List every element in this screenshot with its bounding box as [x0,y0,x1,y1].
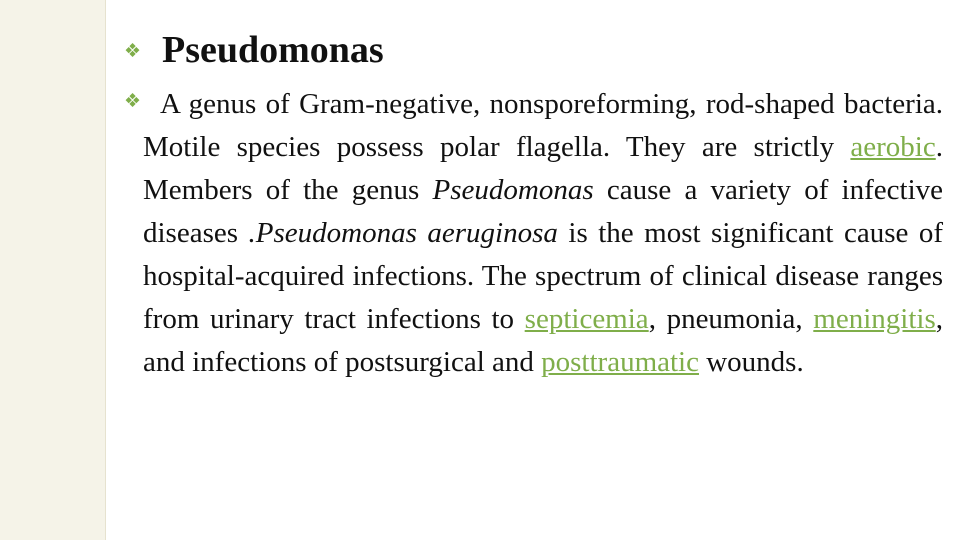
body-text-4: is the most significant cause of hospital-acquired infections. The spectrum of clinical disease ranges from urinary tract infections to [143,217,943,335]
body-text-2: . Members of the genus [143,131,943,206]
body-text-5: , pneumonia, [648,303,814,335]
body-text-6: , and infections of postsurgical and [143,303,943,378]
side-band [0,0,106,540]
species-name: .Pseudomonas aeruginosa [248,217,558,249]
body-text-7: wounds. [698,346,804,378]
link-meningitis[interactable]: meningitis [813,303,936,335]
slide-title: Pseudomonas [162,29,384,71]
link-septicemia[interactable]: septicemia [524,303,649,335]
link-posttraumatic[interactable]: posttraumatic [541,346,699,378]
body-bullet-icon: ❖ [124,91,142,112]
genus-name: Pseudomonas [432,174,594,206]
link-aerobic[interactable]: aerobic [850,131,936,163]
title-bullet-icon: ❖ [124,41,142,62]
body-paragraph [143,83,943,384]
body-text-1: A genus of Gram-negative, nonsporeforming, rod-shaped bacteria. Motile species possess polar flagella. They are strictly [143,88,943,163]
body-text-3: cause a variety of infective diseases [143,174,943,249]
